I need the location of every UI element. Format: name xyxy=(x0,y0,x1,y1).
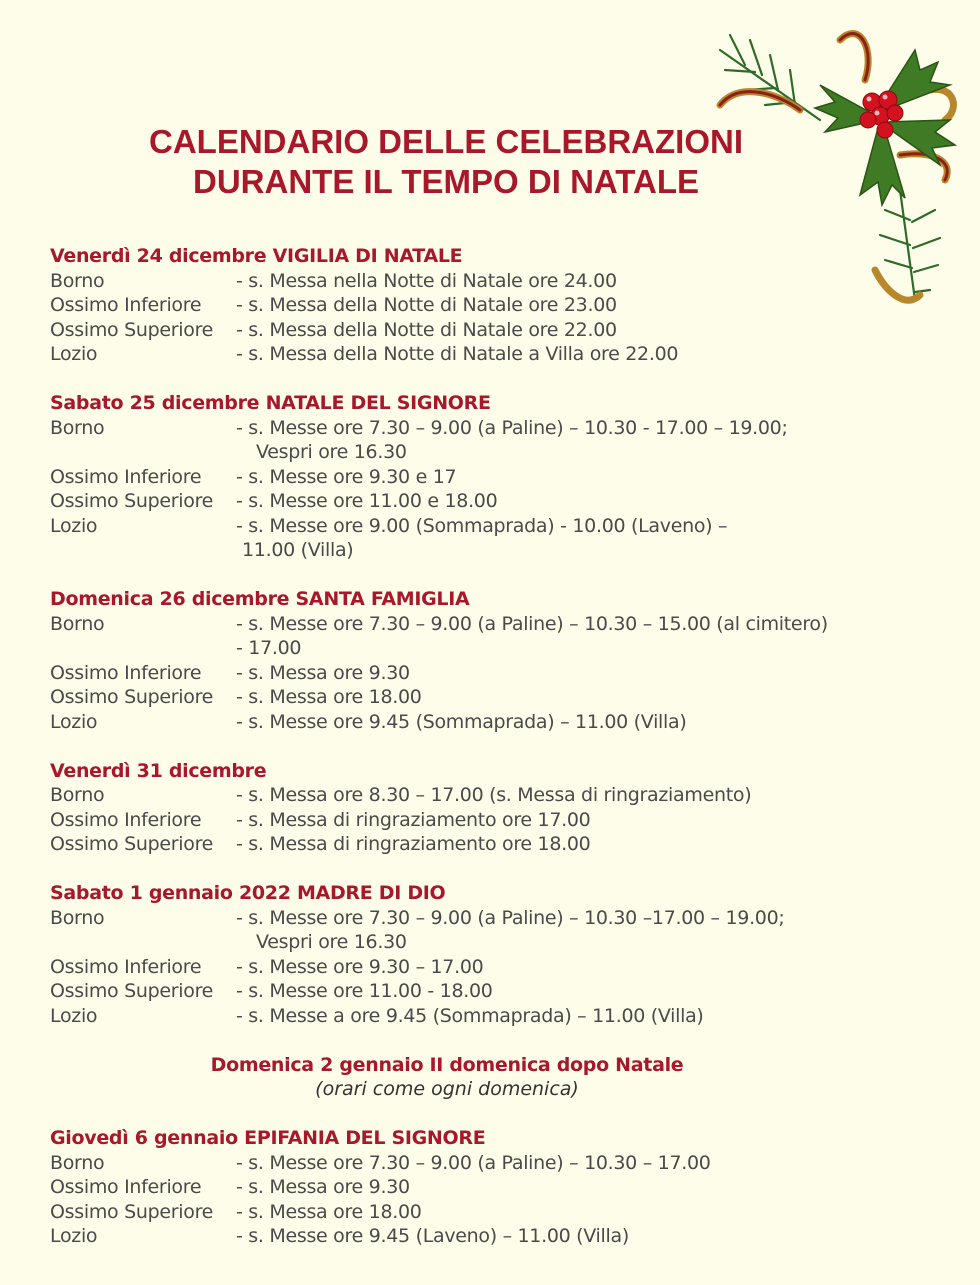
schedule-row xyxy=(50,636,950,661)
event-text: - s. Messa di ringraziamento ore 18.00 xyxy=(236,833,591,855)
schedule-row xyxy=(50,832,950,857)
event-text: - s. Messe ore 11.00 e 18.00 xyxy=(236,490,498,512)
schedule-section xyxy=(50,759,950,857)
event-text: - s. Messe ore 7.30 – 9.00 (a Paline) – 10.30 - 17.00 – 19.00; xyxy=(236,416,788,439)
schedule-row xyxy=(50,514,950,539)
event-text: - s. Messe ore 7.30 – 9.00 (a Paline) – 10.30 – 15.00 (al cimitero) xyxy=(236,612,828,635)
place-name: Ossimo Inferiore xyxy=(50,955,202,978)
event-text: 11.00 (Villa) xyxy=(242,539,354,561)
place-name: Lozio xyxy=(50,710,98,733)
event-text: - s. Messe ore 11.00 - 18.00 xyxy=(236,980,493,1002)
place-name: Borno xyxy=(50,906,105,929)
place-name xyxy=(50,930,236,955)
place-name xyxy=(50,636,236,661)
schedule-row xyxy=(50,685,950,710)
schedule-row xyxy=(50,661,950,686)
place-name: Ossimo Inferiore xyxy=(50,294,202,316)
event-text: - s. Messe ore 9.45 (Sommaprada) – 11.00 (Villa) xyxy=(236,710,687,733)
place-name: Ossimo Superiore xyxy=(50,686,214,708)
schedule-row xyxy=(50,318,950,343)
section-heading: Domenica 2 gennaio II domenica dopo Natale xyxy=(210,1053,684,1076)
place-name: Ossimo Superiore xyxy=(50,1200,214,1223)
place-name: Ossimo Inferiore xyxy=(50,465,202,488)
event-text: - s. Messa della Notte di Natale ore 22.00 xyxy=(236,318,617,341)
place-name: Ossimo Superiore xyxy=(50,980,214,1002)
event-text: - s. Messe ore 9.30 e 17 xyxy=(236,465,457,488)
page-title xyxy=(90,122,802,202)
place-name: Ossimo Inferiore xyxy=(50,1176,202,1198)
schedule-row xyxy=(50,1151,950,1176)
event-text: - s. Messa ore 9.30 xyxy=(236,661,410,684)
schedule-section xyxy=(50,244,950,367)
place-name xyxy=(50,440,236,465)
place-name: Lozio xyxy=(50,1225,98,1247)
section-heading: Domenica 26 dicembre SANTA FAMIGLIA xyxy=(50,588,470,610)
schedule-section xyxy=(50,1126,950,1249)
schedule-row xyxy=(50,1200,950,1225)
event-text: - s. Messa ore 18.00 xyxy=(236,686,422,708)
place-name: Ossimo Inferiore xyxy=(50,808,202,831)
event-text: - s. Messa ore 8.30 – 17.00 (s. Messa di ringraziamento) xyxy=(236,784,752,806)
event-text: - s. Messa ore 18.00 xyxy=(236,1200,422,1223)
event-text: - s. Messe ore 7.30 – 9.00 (a Paline) – 10.30 –17.00 – 19.00; xyxy=(236,906,785,929)
schedule-row xyxy=(50,269,950,294)
schedule-row xyxy=(50,955,950,980)
schedule-row xyxy=(50,538,950,563)
place-name: Lozio xyxy=(50,1004,98,1027)
schedule-row xyxy=(50,783,950,808)
schedule-row xyxy=(50,440,950,465)
place-name: Ossimo Superiore xyxy=(50,490,214,512)
place-name: Borno xyxy=(50,612,105,635)
schedule-row xyxy=(50,342,950,367)
schedule-row xyxy=(50,416,950,441)
event-text: - 17.00 xyxy=(236,637,302,659)
schedule-row xyxy=(50,612,950,637)
schedule-row xyxy=(50,489,950,514)
title-line-2: DURANTE IL TEMPO DI NATALE xyxy=(193,163,699,200)
event-text: - s. Messa ore 9.30 xyxy=(236,1176,410,1198)
event-text: - s. Messe a ore 9.45 (Sommaprada) – 11.00 (Villa) xyxy=(236,1004,704,1027)
schedule-section xyxy=(50,391,950,563)
schedule-row xyxy=(50,979,950,1004)
event-text: - s. Messe ore 9.30 – 17.00 xyxy=(236,955,484,978)
schedule-section xyxy=(50,587,950,734)
place-name: Lozio xyxy=(50,514,98,537)
section-heading: Sabato 25 dicembre NATALE DEL SIGNORE xyxy=(50,392,491,414)
schedule-row xyxy=(50,1004,950,1029)
schedule-row xyxy=(50,1224,950,1249)
schedule-content xyxy=(50,244,950,1273)
event-text: Vespri ore 16.30 xyxy=(256,441,407,463)
place-name: Borno xyxy=(50,269,105,292)
event-text: Vespri ore 16.30 xyxy=(256,931,407,953)
event-text: - s. Messe ore 9.00 (Sommaprada) - 10.00 (Laveno) – xyxy=(236,514,728,537)
place-name: Borno xyxy=(50,1151,105,1174)
place-name: Ossimo Superiore xyxy=(50,318,214,341)
event-text: - s. Messa della Notte di Natale ore 23.00 xyxy=(236,294,617,316)
place-name xyxy=(50,538,236,563)
event-text: - s. Messe ore 9.45 (Laveno) – 11.00 (Villa) xyxy=(236,1225,629,1247)
section-heading: Sabato 1 gennaio 2022 MADRE DI DIO xyxy=(50,882,446,904)
schedule-section xyxy=(50,881,950,1028)
title-line-1: CALENDARIO DELLE CELEBRAZIONI xyxy=(149,123,743,160)
event-text: - s. Messe ore 7.30 – 9.00 (a Paline) – 10.30 – 17.00 xyxy=(236,1151,711,1174)
schedule-row xyxy=(50,906,950,931)
section-heading: Venerdì 24 dicembre VIGILIA DI NATALE xyxy=(50,245,463,267)
place-name: Borno xyxy=(50,416,105,439)
place-name: Lozio xyxy=(50,343,98,365)
event-text: - s. Messa della Notte di Natale a Villa ore 22.00 xyxy=(236,343,679,365)
schedule-row xyxy=(50,1175,950,1200)
place-name: Borno xyxy=(50,784,105,806)
section-subtitle: (orari come ogni domenica) xyxy=(315,1078,579,1100)
section-centered-notice xyxy=(50,1053,844,1102)
schedule-row xyxy=(50,710,950,735)
event-text: - s. Messa nella Notte di Natale ore 24.00 xyxy=(236,269,617,292)
section-heading: Venerdì 31 dicembre xyxy=(50,759,267,782)
place-name: Ossimo Superiore xyxy=(50,833,214,855)
event-text: - s. Messa di ringraziamento ore 17.00 xyxy=(236,808,591,831)
schedule-row xyxy=(50,293,950,318)
schedule-row xyxy=(50,465,950,490)
place-name: Ossimo Inferiore xyxy=(50,661,202,684)
section-heading: Giovedì 6 gennaio EPIFANIA DEL SIGNORE xyxy=(50,1127,486,1149)
schedule-row xyxy=(50,930,950,955)
schedule-row xyxy=(50,808,950,833)
